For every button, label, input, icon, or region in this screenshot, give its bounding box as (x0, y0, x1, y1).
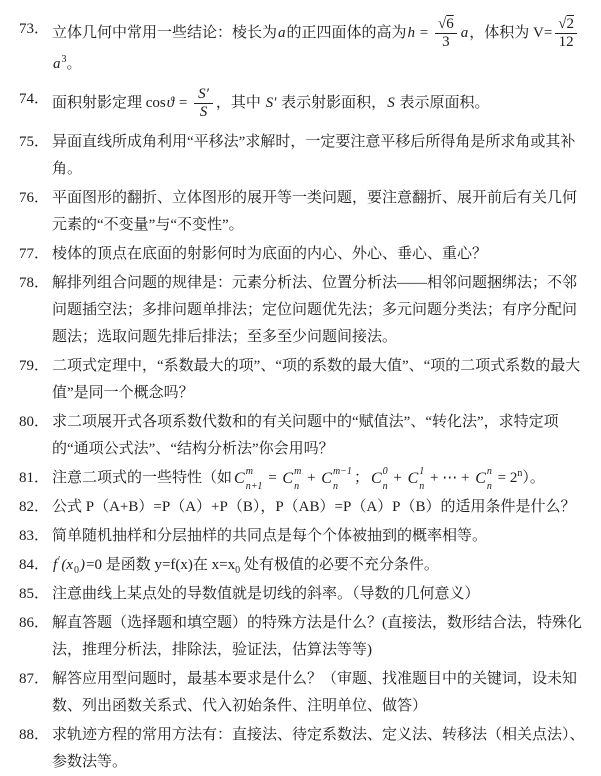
item-text: 求轨迹方程的常用方法有：直接法、待定系数法、定义法、转移法（相关点法）、参数法等。 (52, 727, 585, 771)
combination-scripts (246, 466, 263, 492)
combination-subscript: n (382, 480, 388, 492)
item-number: 80． (19, 414, 50, 430)
item-text: 立体几何中常用一些结论：棱长为a的正四面体的高为h = $\frac{√6}{3}$ a，体积为 V= $\frac{√2}{12}$ $a^3$。 (52, 16, 593, 78)
combination-scripts (333, 466, 352, 492)
math-superscript: n (517, 468, 523, 479)
combination-scripts (419, 466, 424, 492)
item-text: 棱体的顶点在底面的射影何时为底面的内心、外心、垂心、重心？ (52, 246, 488, 262)
combination-subscript: n (294, 480, 300, 492)
item-number: 82． (19, 499, 50, 516)
combination-base: C (282, 470, 294, 488)
item-number: 88． (19, 727, 50, 744)
item-number: 77． (19, 246, 50, 262)
combination-base: C (407, 470, 419, 488)
combination-scripts (294, 466, 301, 492)
radicand: 6 (446, 16, 454, 32)
combination-superscript: m−1 (332, 465, 352, 477)
combination-subscript: n (419, 480, 425, 492)
math-variable: S′ (265, 94, 277, 111)
math-variable: S′ (198, 86, 209, 102)
list-item (4, 270, 593, 351)
item-number: 73． (19, 21, 50, 37)
combination-subscript: n+1 (245, 480, 263, 492)
item-text: 简单随机抽样和分层抽样的共同点是每个个体被抽到的概率相等。 (52, 528, 488, 545)
combination-symbol (321, 465, 352, 492)
item-number: 85． (19, 586, 50, 603)
item-number: 81． (19, 470, 50, 486)
math-variable: f (53, 557, 58, 574)
math-fraction (435, 16, 457, 51)
item-number: 84． (19, 557, 50, 574)
combination-symbol (475, 465, 492, 492)
math-fraction (194, 86, 213, 121)
math-variable: a (278, 24, 286, 41)
combination-scripts (383, 466, 388, 492)
item-number: 76． (19, 190, 50, 206)
item-text: 求二项展开式各项系数代数和的有关问题中的“赋值法”、“转化法”，求特定项的“通项公式法”、“结构分析法”你会用吗？ (52, 414, 559, 457)
combination-base: C (475, 470, 486, 488)
list-item (4, 552, 593, 579)
combination-symbol (282, 465, 301, 492)
list-item (4, 465, 593, 492)
combination-base: C (370, 470, 382, 488)
item-number: 78． (19, 275, 50, 291)
list-item (4, 353, 593, 407)
math-superscript: ′ (58, 555, 61, 567)
math-subscript: 0 (235, 565, 241, 577)
item-number: 86． (19, 615, 50, 632)
item-text: 解答应用型问题时，最基本要求是什么？（审题、找准题目中的关键词，设未知数、列出函数关系式、代入初始条件、注明单位、做答） (52, 671, 578, 715)
math-variable: S (199, 104, 208, 120)
item-text: 注意二项式的一些特性（如 C m n+1 = C m n + C m−1 n ； C 0 n + C 1 n + ⋯ + C n n = $2^n$）。 (52, 465, 545, 492)
item-number: 74． (19, 91, 50, 107)
item-number: 79． (19, 358, 50, 374)
item-number: 87． (19, 671, 50, 688)
math-variable: h (407, 24, 416, 41)
fraction-denominator (194, 103, 213, 121)
item-text: 二项式定理中，“系数最大的项”、“项的系数的最大值”、“项的二项式系数的最大值”是同一个概念吗？ (52, 358, 581, 401)
list-item (4, 722, 593, 776)
square-root (558, 16, 574, 32)
fraction-denominator: 12 (555, 33, 577, 51)
combination-superscript: m (245, 465, 253, 477)
list-item (4, 494, 593, 521)
combination-superscript: 0 (382, 465, 388, 477)
combination-superscript: n (486, 465, 492, 477)
combination-subscript: n (332, 480, 338, 492)
list-item (4, 409, 593, 463)
math-variable: a (460, 24, 469, 41)
math-variable: a (53, 56, 61, 72)
fraction-numerator (435, 16, 457, 33)
item-text: 面积射影定理 cosϑ = $\frac{S'}{S}$ ，其中 S′ 表示射影面积，S 表示原面积。 (52, 86, 490, 120)
radical-sign: √ (558, 16, 567, 32)
combination-superscript: m (294, 465, 302, 477)
list-item (4, 666, 593, 720)
list-item (4, 610, 593, 664)
item-text: 异面直线所成角利用“平移法”求解时，一定要注意平移后所得角是所求角或其补角。 (52, 134, 576, 177)
item-text: 解排列组合问题的规律是：元素分析法、位置分析法——相邻问题捆绑法；不邻问题插空法；多排问题单排法；定位问题优先法；多元问题分类法；有序分配问题法；选取问题先排后排法；至多至少问题间接法。 (52, 275, 578, 345)
list-item (4, 185, 593, 239)
fraction-numerator (194, 86, 213, 103)
item-number: 75． (19, 134, 50, 150)
item-text: $f'(x_0)=0$ 是函数 y=f(x)在 $x=x_0$ 处有极值的必要不充分条件。 (53, 555, 439, 577)
math-variable: ϑ (166, 94, 175, 111)
item-text: 解直答题（选择题和填空题）的特殊方法是什么？(直接法，数形结合法，特殊化法，推理分析法，排除法，验证法，估算法等等) (52, 615, 582, 659)
item-text: 平面图形的翻折、立体图形的展开等一类问题，要注意翻折、展开前后有关几何元素的“不变量”与“不变性”。 (52, 190, 578, 233)
math-subscript: 0 (74, 565, 80, 577)
list-item (4, 16, 593, 78)
combination-symbol (408, 465, 425, 492)
notes-list (4, 16, 593, 776)
combination-base: C (234, 470, 245, 488)
fraction-denominator: 3 (435, 33, 457, 51)
item-text: 公式 P（A+B）=P（A）+P（B），P（AB）=P（A）P（B）的适用条件是什么？ (52, 499, 576, 516)
combination-subscript: n (486, 480, 492, 492)
radical-sign: √ (438, 16, 447, 32)
math-variable: (x (61, 557, 74, 574)
item-number: 83． (19, 528, 50, 545)
fraction-numerator (555, 16, 577, 33)
combination-scripts (487, 466, 492, 492)
combination-superscript: 1 (419, 465, 425, 477)
math-fraction (555, 16, 577, 51)
math-superscript: 3 (61, 54, 67, 65)
math-variable: S (387, 94, 395, 111)
combination-base: C (321, 470, 332, 488)
item-text: 注意曲线上某点处的导数值就是切线的斜率。（导数的几何意义） (52, 586, 480, 603)
combination-symbol (371, 465, 388, 492)
list-item (4, 86, 593, 121)
list-item (4, 129, 593, 183)
combination-symbol (234, 465, 262, 492)
square-root (438, 16, 454, 32)
list-item (4, 241, 593, 268)
list-item (4, 581, 593, 608)
list-item (4, 523, 593, 550)
radicand: 2 (566, 16, 575, 32)
math-variable: ) (80, 557, 86, 574)
